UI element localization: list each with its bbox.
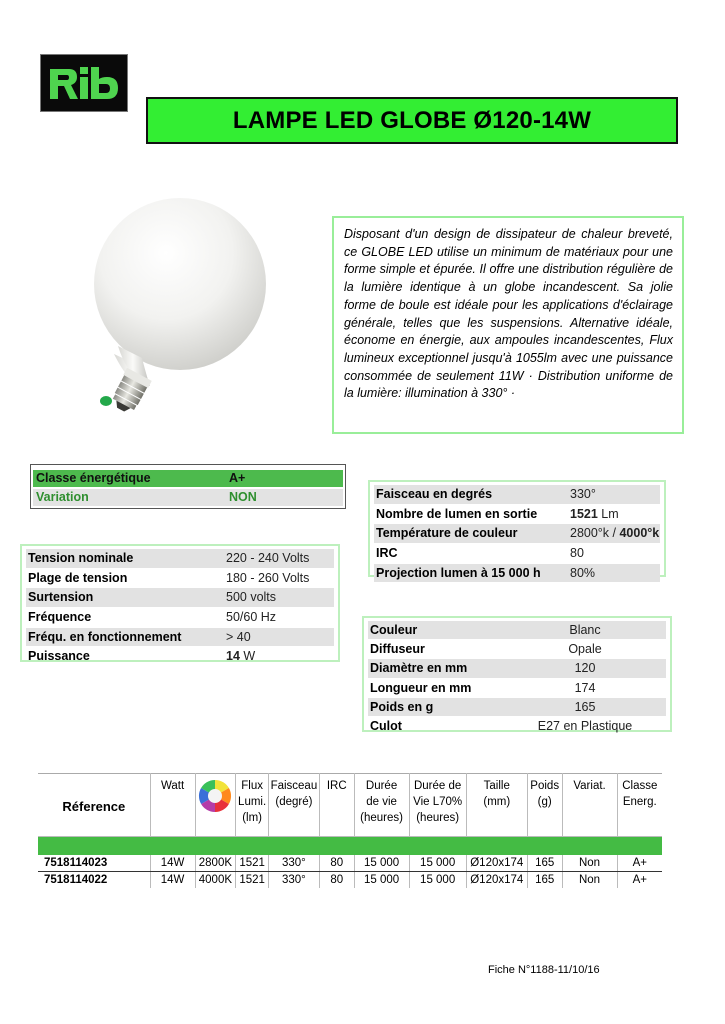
col-header-color-temp [195, 774, 236, 837]
col-header-irc: IRC [319, 774, 354, 837]
table-cell: Ø120x174 [466, 872, 527, 889]
spec-value: E27 en Plastique [537, 718, 633, 733]
col-header-poids [527, 774, 562, 837]
electrical-specs-table [20, 544, 340, 662]
spec-label: Fréqu. en fonctionnement [28, 629, 182, 644]
spec-label: Projection lumen à 15 000 h [376, 565, 541, 580]
power-unit: W [239, 649, 256, 664]
spec-row [26, 549, 334, 569]
table-cell: 2800K [195, 855, 236, 872]
description-text: Disposant d'un design de dissipateur de chaleur breveté, ce GLOBE LED utilise un minimum de matériaux pour une forme simple et épurée. Il offre une distribution régulière de la lumière identique à un globe incandescent. Sa jolie forme de boule est idéale pour les applications d'éclairage générale, telles que les suspensions. Alternative idéale, économe en énergie, aux ampoules incandescentes, Flux lumineux exceptionnel jusqu'à 1055lm avec une puissance consommée de seulement 11W · Distribution uniforme de la lumière: illumination à 330° · [344, 227, 673, 401]
spec-value: 330° [570, 487, 596, 501]
table-cell: 14W [150, 855, 195, 872]
spec-label: Culot [370, 718, 402, 733]
header-line: Durée [365, 780, 398, 792]
green-band-cell [38, 837, 662, 856]
spec-value: > 40 [226, 629, 251, 644]
header-line: Vie L70% [413, 796, 463, 808]
col-header-reference: Réference [38, 774, 150, 837]
spec-value [570, 524, 659, 543]
col-header-classe [617, 774, 662, 837]
col-header-flux [236, 774, 269, 837]
spec-row [374, 505, 660, 525]
table-cell: 15 000 [409, 872, 466, 889]
spec-label: Diamètre en mm [370, 661, 468, 676]
table-cell: 80 [319, 872, 354, 889]
table-cell: 15 000 [354, 872, 409, 889]
document-footer: Fiche N°1188-11/10/16 [488, 964, 600, 976]
page-title: LAMPE LED GLOBE Ø120-14W [232, 106, 592, 134]
reference-cell: 7518114023 [38, 855, 150, 872]
spec-row [368, 717, 666, 736]
spec-row [26, 588, 334, 608]
header-line: (lm) [242, 812, 262, 824]
energy-table [30, 464, 346, 509]
reference-table [38, 773, 662, 891]
col-header-taille [466, 774, 527, 837]
spec-value: Blanc [569, 623, 601, 637]
col-header-duree-l70 [409, 774, 466, 837]
table-cell: 165 [527, 855, 562, 872]
header-line: Taille [483, 780, 510, 792]
table-cell: 15 000 [409, 855, 466, 872]
spec-value: 120 [574, 661, 596, 676]
header-line: Flux [241, 780, 263, 792]
table-cell: 14W [150, 872, 195, 889]
spec-label: Tension nominale [28, 551, 134, 565]
spec-value [226, 647, 255, 666]
table-cell: 330° [268, 855, 319, 872]
spec-label: Puissance [28, 649, 90, 664]
spec-label: Faisceau en degrés [376, 487, 493, 501]
header-line: (heures) [416, 812, 460, 824]
table-cell: Non [562, 872, 617, 889]
variation-label: Variation [36, 490, 89, 504]
table-cell: Non [562, 855, 617, 872]
spec-row [368, 659, 666, 678]
spec-row [368, 640, 666, 659]
header-line: (g) [537, 796, 552, 808]
spec-row [26, 569, 334, 589]
spec-label: Poids en g [370, 699, 434, 714]
spec-row [26, 628, 334, 648]
power-number: 14 [226, 649, 240, 664]
table-cell: 15 000 [354, 855, 409, 872]
col-header-duree-vie [354, 774, 409, 837]
reference-cell: 7518114022 [38, 872, 150, 889]
table-green-band [38, 837, 662, 856]
spec-label: Température de couleur [376, 526, 518, 541]
spec-row [374, 564, 660, 584]
spec-value: 220 - 240 Volts [226, 551, 310, 565]
physical-specs-table [362, 616, 672, 732]
spec-label: Diffuseur [370, 642, 425, 657]
spec-value: 500 volts [226, 590, 277, 605]
energy-class-value: A+ [229, 471, 246, 485]
col-header-variat: Variat. [562, 774, 617, 837]
brand-logo [40, 54, 128, 112]
col-header-faisceau [268, 774, 319, 837]
color-wheel-icon [197, 778, 233, 814]
header-line: Classe [622, 780, 658, 792]
header-line: (heures) [360, 812, 403, 824]
header-line: Poids [530, 780, 560, 792]
variation-row [33, 489, 343, 506]
spec-value: 174 [574, 680, 596, 695]
spec-value [570, 505, 619, 524]
table-cell: 1521 [236, 855, 269, 872]
description-box [332, 216, 684, 434]
table-row [38, 855, 662, 872]
header-line: Durée de [413, 780, 462, 792]
logo-graphic [41, 55, 127, 111]
color-temp-cool: 4000°k [619, 526, 660, 541]
spec-value: 165 [574, 699, 596, 714]
color-temp-warm: 2800°k / [570, 526, 620, 541]
spec-label: Nombre de lumen en sortie [376, 506, 538, 521]
table-cell: 1521 [236, 872, 269, 889]
table-cell: 330° [268, 872, 319, 889]
header-line: de vie [366, 796, 397, 808]
spec-value: 180 - 260 Volts [226, 570, 310, 585]
spec-label: Plage de tension [28, 570, 128, 585]
table-cell: A+ [632, 874, 647, 886]
spec-row [26, 608, 334, 628]
spec-label: Surtension [28, 590, 94, 605]
globe-bulb-image [84, 196, 284, 416]
spec-label: Couleur [370, 623, 418, 637]
spec-row [374, 524, 660, 544]
spec-label: IRC [376, 546, 398, 561]
energy-class-row [33, 470, 343, 487]
table-cell: A+ [617, 855, 662, 872]
variation-value: NON [229, 490, 257, 504]
spec-row [368, 679, 666, 698]
table-cell: 80 [319, 855, 354, 872]
table-header-row [38, 774, 662, 837]
spec-value: 80% [570, 565, 596, 580]
spec-row [368, 621, 666, 640]
spec-label: Longueur en mm [370, 680, 472, 695]
table-cell: 165 [527, 872, 562, 889]
spec-row [374, 544, 660, 564]
spec-label: Fréquence [28, 610, 92, 625]
header-line: Faisceau [270, 780, 318, 792]
spec-row [374, 485, 660, 505]
spec-value: Opale [568, 642, 602, 657]
lumen-unit: Lm [597, 506, 619, 521]
spec-value: 80 [570, 546, 584, 561]
table-row [38, 872, 662, 889]
energy-class-label: Classe énergétique [36, 471, 151, 485]
optical-specs-table [368, 480, 666, 580]
header-line: (degré) [275, 796, 313, 808]
title-banner [146, 97, 678, 144]
header-line: Lumi. [238, 796, 267, 808]
table-cell: 4000K [195, 872, 236, 889]
spec-row [26, 647, 334, 667]
bulb-graphic [84, 196, 284, 416]
header-line: (mm) [483, 796, 511, 808]
table-cell: Ø120x174 [466, 855, 527, 872]
spec-row [368, 698, 666, 717]
col-header-watt: Watt [150, 774, 195, 837]
header-line: Energ. [622, 796, 657, 808]
spec-value: 50/60 Hz [226, 610, 277, 625]
lumen-number: 1521 [570, 506, 598, 521]
